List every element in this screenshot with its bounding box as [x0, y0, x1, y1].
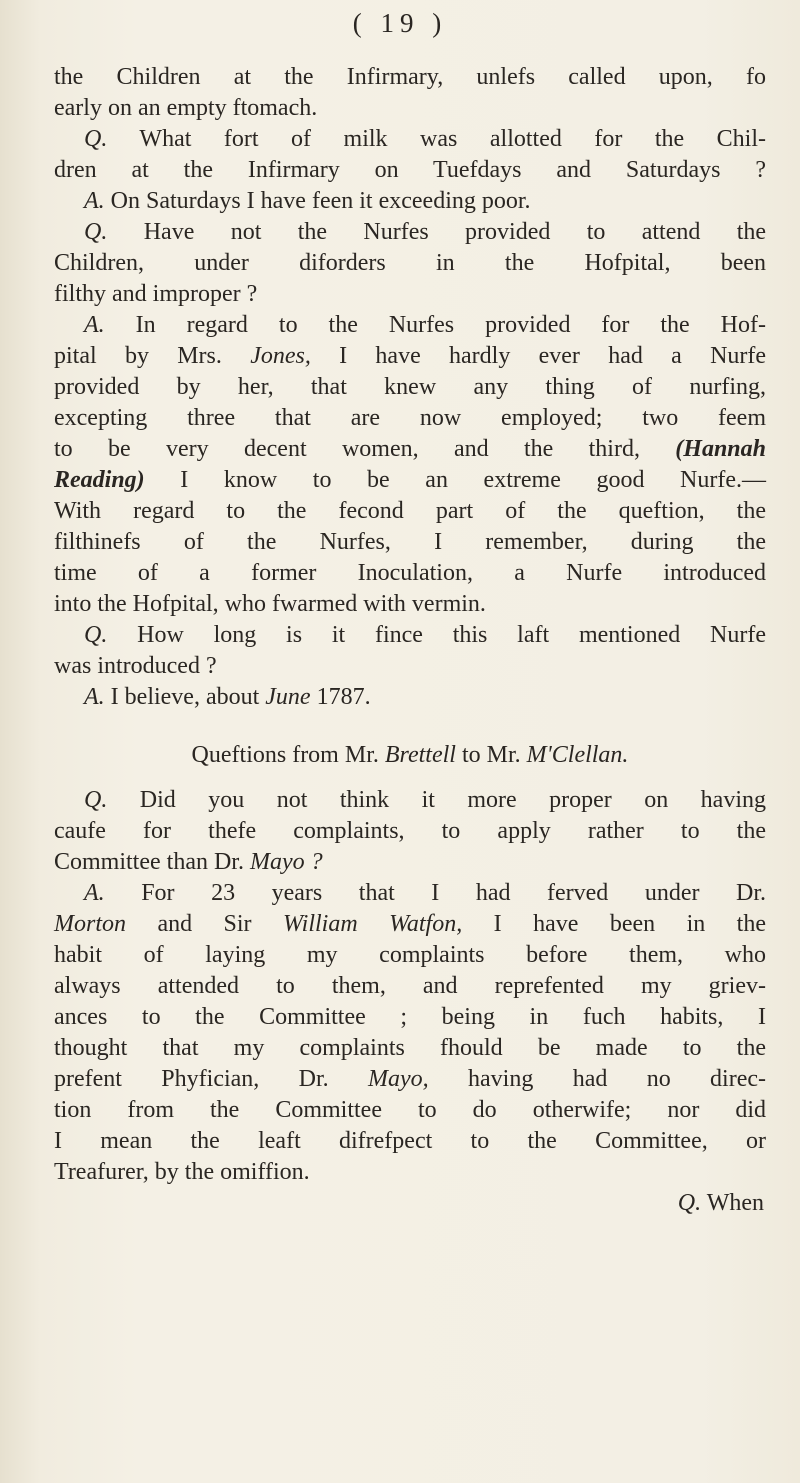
- text-line: habit of laying my complaints before them, who: [54, 942, 766, 968]
- text-line: filthy and improper ?: [54, 281, 258, 307]
- text-span: Did you not think it more proper on having: [139, 787, 767, 813]
- text-line: early on an empty ftomach.: [54, 95, 318, 121]
- text-line: always attended to them, and reprefented my griev-: [54, 973, 766, 999]
- text-span: to be very decent women, and the third,: [54, 436, 640, 462]
- section-gap: [54, 771, 766, 785]
- question-line: [54, 217, 766, 248]
- question-marker: Q.: [84, 787, 108, 813]
- question-line: [54, 124, 766, 155]
- text-span: I know to be an extreme good Nurfe.—: [180, 467, 767, 493]
- text-line: time of a former Inoculation, a Nurfe introduced: [54, 560, 766, 586]
- text-span: prefent Phyfician, Dr.: [54, 1066, 329, 1092]
- name-span: Morton: [54, 911, 126, 937]
- text-line: provided by her, that knew any thing of nurfing,: [54, 374, 766, 400]
- section-gap: [54, 713, 766, 740]
- text-line: thought that my complaints fhould be made to the: [54, 1035, 766, 1061]
- text-line: the Children at the Infirmary, unlefs called upon, fo: [54, 64, 766, 90]
- text-span: having had no direc-: [468, 1066, 767, 1092]
- name-span: Mayo ?: [249, 849, 323, 875]
- text-line: ances to the Committee ; being in fuch habits, I: [54, 1004, 766, 1030]
- name-span: (Hannah: [675, 436, 766, 462]
- page-text: [54, 62, 766, 1219]
- question-marker: Q.: [84, 622, 108, 648]
- catchword-text: When: [706, 1190, 764, 1216]
- text-span: 1787.: [316, 684, 371, 710]
- name-span: Reading): [54, 467, 145, 493]
- heading-text: Queftions from Mr.: [191, 742, 379, 768]
- text-line: caufe for thefe complaints, to apply rather to the: [54, 818, 766, 844]
- text-line: excepting three that are now employed; two feem: [54, 405, 766, 431]
- text-line: Children, under diforders in the Hofpital, been: [54, 250, 766, 276]
- answer-line: [54, 878, 766, 909]
- text-span: What fort of milk was allotted for the Chil-: [139, 126, 766, 152]
- section-heading: [54, 740, 766, 771]
- heading-text: to Mr.: [461, 742, 521, 768]
- name-span: William Watfon,: [282, 911, 463, 937]
- text-line: dren at the Infirmary on Tuefdays and Saturdays ?: [54, 157, 766, 183]
- question-marker: Q.: [677, 1190, 702, 1216]
- answer-marker: A.: [84, 684, 105, 710]
- text-span: I have been in the: [493, 911, 766, 937]
- text-line: [54, 1064, 766, 1095]
- text-span: In regard to the Nurfes provided for the Hof-: [135, 312, 767, 338]
- text-span: I have hardly ever had a Nurfe: [339, 343, 767, 369]
- text-line: into the Hofpital, who fwarmed with vermin.: [54, 591, 486, 617]
- answer-line: [54, 682, 766, 713]
- answer-marker: A.: [84, 880, 105, 906]
- text-line: [54, 909, 766, 940]
- text-line: [54, 847, 766, 878]
- question-marker: Q.: [84, 219, 108, 245]
- name-span: Mayo,: [368, 1066, 429, 1092]
- heading-name: M'Clellan.: [526, 742, 629, 768]
- answer-line: [54, 186, 766, 217]
- name-span: Jones,: [250, 343, 311, 369]
- text-line: filthinefs of the Nurfes, I remember, during the: [54, 529, 766, 555]
- text-line: [54, 465, 766, 496]
- answer-marker: A.: [84, 312, 105, 338]
- question-line: [54, 620, 766, 651]
- text-span: and Sir: [157, 911, 252, 937]
- text-line: tion from the Committee to do otherwife; nor did: [54, 1097, 766, 1123]
- text-span: Committee than Dr.: [54, 849, 244, 875]
- text-span: Have not the Nurfes provided to attend the: [143, 219, 767, 245]
- text-line: was introduced ?: [54, 653, 217, 679]
- question-marker: Q.: [84, 126, 108, 152]
- question-line: [54, 785, 766, 816]
- text-line: [54, 341, 766, 372]
- heading-name: Brettell: [384, 742, 456, 768]
- text-line: [54, 434, 766, 465]
- text-span: I believe, about: [110, 684, 260, 710]
- date-span: June: [265, 684, 311, 710]
- answer-line: [54, 310, 766, 341]
- text-span: On Saturdays I have feen it exceeding poor.: [110, 188, 531, 214]
- text-span: How long is it fince this laft mentioned Nurfe: [137, 622, 767, 648]
- text-line: Treafurer, by the omiffion.: [54, 1159, 310, 1185]
- catchword: [54, 1188, 766, 1219]
- text-line: With regard to the fecond part of the queftion, the: [54, 498, 766, 524]
- answer-marker: A.: [84, 188, 105, 214]
- text-span: For 23 years that I had ferved under Dr.: [141, 880, 766, 906]
- page-number: ( 19 ): [352, 8, 448, 38]
- text-span: pital by Mrs.: [54, 343, 222, 369]
- text-line: I mean the leaft difrefpect to the Committee, or: [54, 1128, 766, 1154]
